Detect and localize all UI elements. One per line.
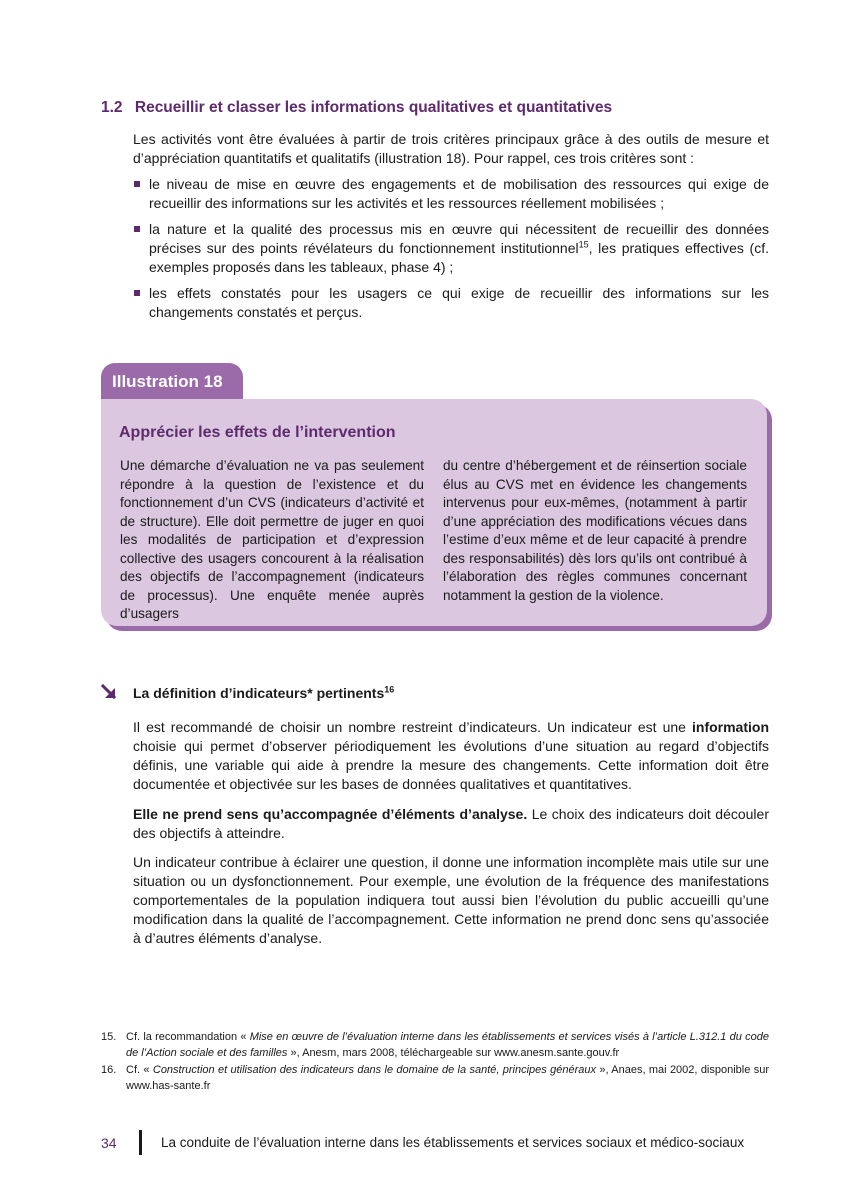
page-number: 34 [101,1135,117,1151]
definition-paragraph [133,805,769,843]
footnote-title: Mise en œuvre de l’évaluation interne dans les établissements et services visés à l’article L.312.1 du code de l’Action sociale et des familles [126,1031,769,1059]
section-intro: Les activités vont être évaluées à partir de trois critères principaux grâce à des outils de mesure et d’appréciation quantitatifs et qualitatifs (illustration 18). Pour rappel, ces trois critères sont : [133,131,769,166]
footer-title: La conduite de l’évaluation interne dans les établissements et services sociaux et médico-sociaux [161,1135,745,1150]
paragraph-emphasis: Elle ne prend sens qu’accompagnée d’éléments d’analyse. [133,806,528,822]
criteria-text: les effets constatés pour les usagers ce qui exige de recueillir des informations sur les changements constatés et perçus. [149,285,769,320]
square-bullet-icon [134,226,140,232]
criteria-item [133,284,769,322]
footnote [101,1030,769,1061]
footnote-title: Construction et utilisation des indicateurs dans le domaine de la santé, principes généraux [152,1064,597,1076]
criteria-list [133,175,769,329]
footnote-ref[interactable]: 16 [384,684,395,695]
illustration-column-right: du centre d’hébergement et de réinsertion sociale élus au CVS met en évidence les changements intervenus pour eux-mêmes, (notamment à partir d’une appréciation des modifications vécues dans l’estime d’eux même et de leur capacité à prendre des responsabilités) dès lors qu’ils ont contribué à l’élaboration des règles communes concernant notamment la gestion de la violence. [443,458,747,603]
arrow-down-right-icon [100,683,118,701]
illustration-column-left: Une démarche d’évaluation ne va pas seulement répondre à la question de l’existence et du fonctionnement d’un CVS (indicateurs d’activité et de structure). Elle doit permettre de juger en quoi les modalités de participation et d’expression collective des usagers concourent à la réalisation des objectifs de l’accompagnement (indicateurs de processus). Une enquête menée auprès d’usagers [120,458,424,621]
definition-heading-text: La définition d’indicateurs* pertinents [133,685,385,701]
page-footer [101,1130,769,1158]
paragraph-emphasis: information [692,719,769,735]
footnote-number: 16. [101,1064,117,1076]
criteria-text: , les pratiques effectives (cf. exemples proposés dans les tableaux, phase 4) ; [149,240,769,275]
criteria-item [133,175,769,213]
footer-divider [139,1130,142,1155]
criteria-item [133,220,769,277]
footnote-number: 15. [101,1031,117,1043]
illustration-title: Apprécier les effets de l’intervention [119,424,396,441]
footnote-text: », Anesm, mars 2008, téléchargeable sur www.anesm.sante.gouv.fr [287,1046,620,1059]
footnote-text: », Anaes, mai 2002, disponible sur www.has-sante.fr [126,1064,769,1092]
illustration-tab: Illustration 18 [101,363,243,401]
footnotes [101,1030,769,1096]
section-title: Recueillir et classer les informations qualitatives et quantitatives [134,99,613,116]
footnote-text: Cf. « [126,1064,153,1076]
definition-paragraph [133,718,769,794]
section-number: 1.2 [101,99,123,116]
criteria-text: la nature et la qualité des processus mis en œuvre qui nécessitent de recueillir des données précises sur des points révélateurs du fonctionnement institutionnel [149,221,769,256]
definition-paragraph: Un indicateur contribue à éclairer une question, il donne une information incomplète mais utile sur une situation ou un dysfonctionnement. Pour exemple, une évolution de la fréquence des manifestations comportementales de la population indiquera tout aussi bien l’évolution du public accueilli qu’une modification dans la qualité de l’accompagnement. Cette information ne prend donc sens qu’associée à d’autres éléments d’analyse. [133,854,769,946]
section-heading [101,99,781,117]
footnote-ref[interactable]: 15 [578,239,589,250]
footnote-text: Cf. la recommandation « [126,1031,250,1043]
footnote [101,1063,769,1094]
criteria-text: le niveau de mise en œuvre des engagements et de mobilisation des ressources qui exige de recueillir des informations sur les activités et les ressources réellement mobilisées ; [149,176,769,211]
paragraph-text: Il est recommandé de choisir un nombre restreint d’indicateurs. Un indicateur est une [133,719,692,735]
square-bullet-icon [134,181,140,187]
paragraph-text: choisie qui permet d’observer périodiquement les évolutions d’une situation au regard d’objectifs définis, une variable qui aide à prendre la mesure des changements. Cette information doit être documentée et objectivée sur les bases de données qualitatives et quantitatives. [133,738,769,792]
square-bullet-icon [134,290,140,296]
definition-heading [133,685,733,701]
paragraph-text: Le choix des indicateurs doit découler des objectifs à atteindre. [133,806,769,841]
